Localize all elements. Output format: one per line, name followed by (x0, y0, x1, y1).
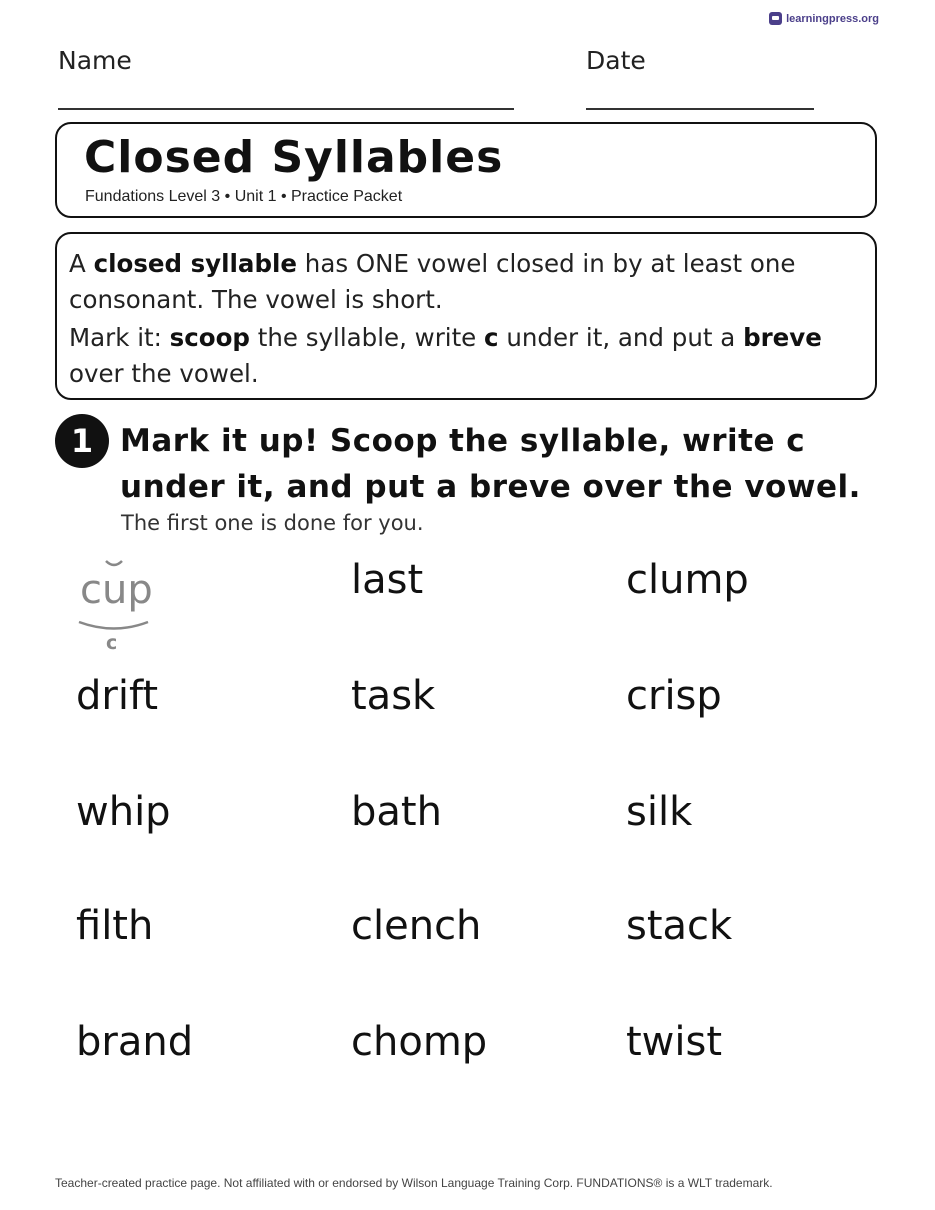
example-c-mark: c (106, 632, 118, 654)
date-line (586, 108, 814, 110)
practice-word: clump (626, 557, 749, 603)
def-term: breve (743, 323, 822, 352)
practice-word: brand (76, 1019, 194, 1065)
footer-note: Teacher-created practice page. Not affiliated with or endorsed by Wilson Language Training Corp. FUNDATIONS® is a WLT trademark. (55, 1176, 773, 1190)
practice-word: twist (626, 1019, 723, 1065)
practice-word: whip (76, 789, 171, 835)
book-icon (769, 12, 782, 25)
name-label: Name (58, 46, 132, 75)
def-term: closed syllable (93, 249, 298, 278)
def-text: under it, and put a (498, 323, 744, 352)
practice-word: drift (76, 673, 159, 719)
practice-word: bath (351, 789, 442, 835)
practice-word: chomp (351, 1019, 488, 1065)
def-text: A (69, 249, 94, 278)
practice-word: crisp (626, 673, 722, 719)
definition-box (55, 232, 877, 400)
definition-line-2 (69, 320, 861, 392)
def-term: scoop (169, 323, 250, 352)
def-text: has ONE vowel closed in by at least one consonant. The vowel is short. (69, 249, 796, 314)
brand-logo (769, 12, 879, 25)
name-line (58, 108, 514, 110)
page-title: Closed Syllables (84, 132, 504, 183)
practice-word: stack (626, 903, 733, 949)
def-text: the syllable, write (249, 323, 485, 352)
practice-word: silk (626, 789, 693, 835)
def-text: over the vowel. (69, 359, 259, 388)
exercise-hint: The first one is done for you. (121, 511, 424, 535)
practice-word: task (351, 673, 436, 719)
def-text: Mark it: (69, 323, 170, 352)
exercise-instruction: Mark it up! Scoop the syllable, write c under it, and put a breve over the vowel. (120, 423, 861, 505)
def-term: c (484, 323, 499, 352)
scoop-mark (79, 622, 148, 629)
practice-word: clench (351, 903, 482, 949)
date-field (586, 46, 646, 75)
practice-word: filth (76, 903, 154, 949)
definition-line-1 (69, 246, 861, 318)
name-field (58, 46, 132, 75)
brand-text: learningpress.org (786, 12, 879, 25)
practice-word: last (351, 557, 424, 603)
breve-mark (106, 561, 122, 565)
exercise-number-badge: 1 (55, 414, 109, 468)
title-box (55, 122, 877, 218)
example-word: cup (80, 567, 153, 613)
page-subtitle: Fundations Level 3 • Unit 1 • Practice Packet (85, 188, 403, 205)
date-label: Date (586, 46, 646, 75)
